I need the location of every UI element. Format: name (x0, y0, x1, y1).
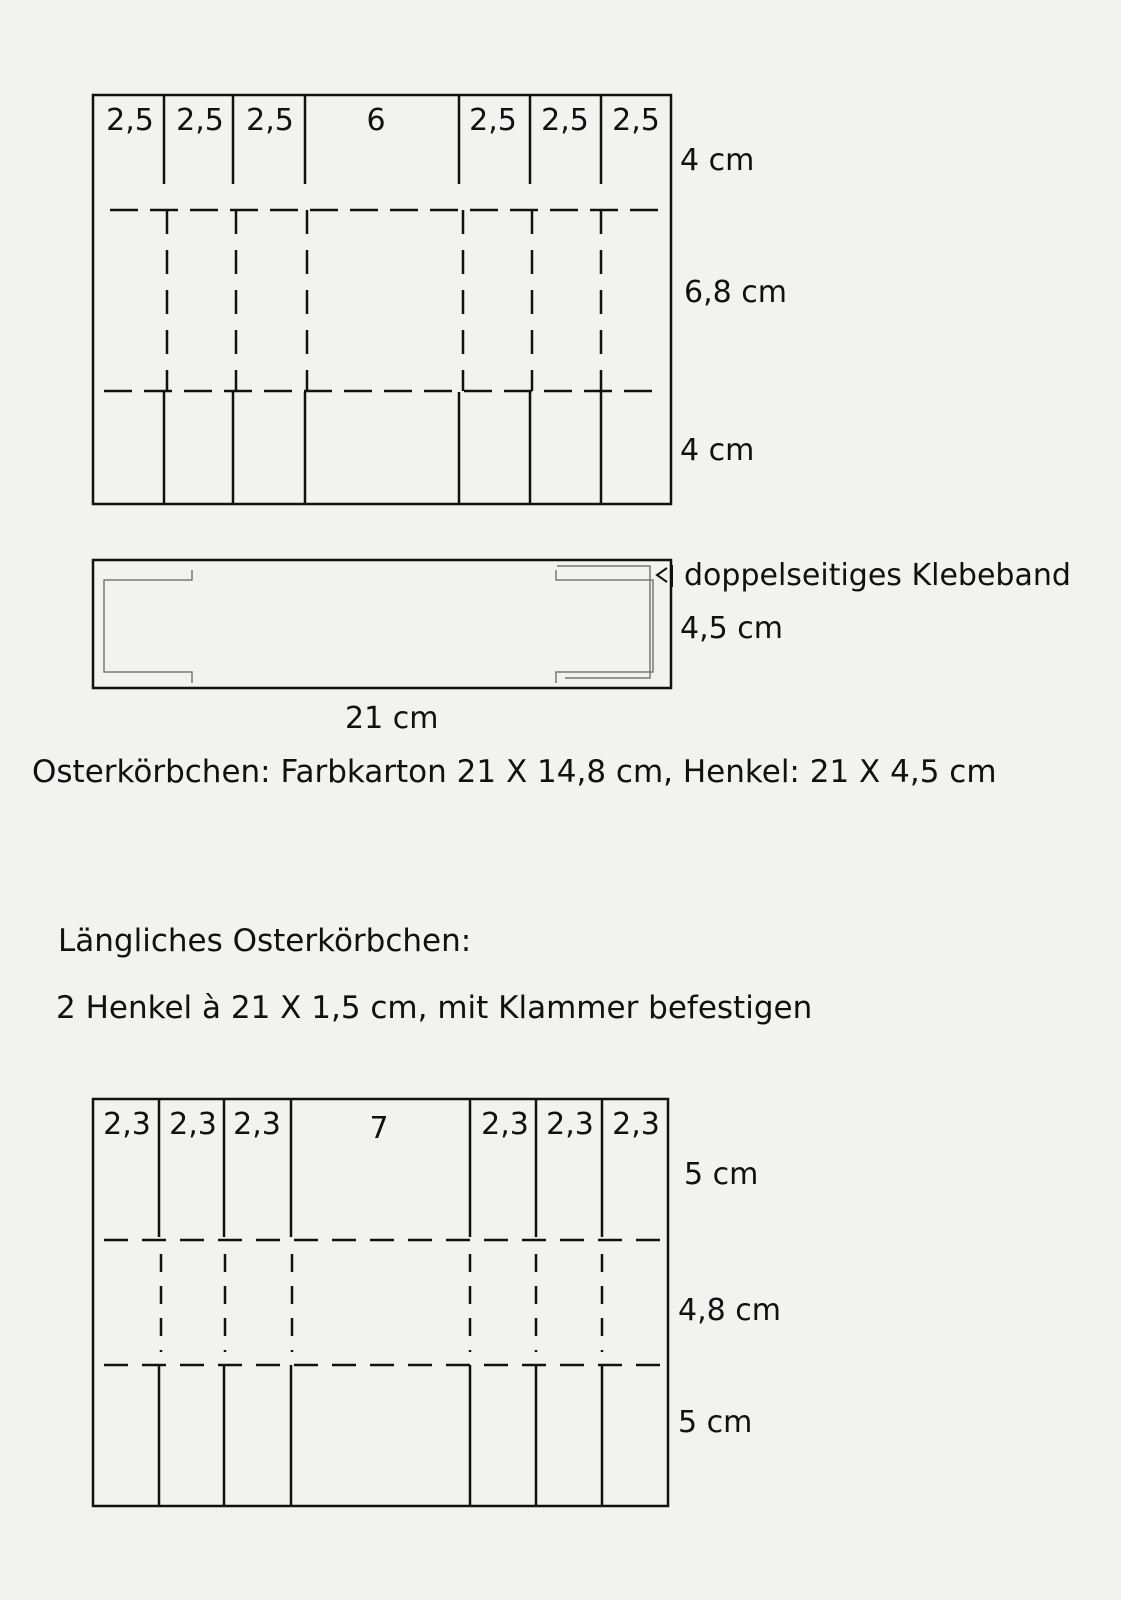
basket1-template (93, 95, 671, 504)
handle-outline (93, 560, 671, 688)
basket2-col-label: 2,3 (481, 1107, 529, 1142)
basket1-col-label: 2,5 (612, 103, 660, 138)
basket1-row-labels (680, 143, 787, 468)
basket2-col-label: 2,3 (233, 1107, 281, 1142)
basket1-row-label: 6,8 cm (684, 275, 787, 310)
basket1-col-label: 2,5 (106, 103, 154, 138)
handle-width-label: 21 cm (345, 701, 439, 736)
section2-title: Längliches Osterkörbchen: (58, 923, 472, 959)
basket2-col-label: 2,3 (103, 1107, 151, 1142)
basket2-row-label: 4,8 cm (678, 1293, 781, 1328)
basket2-row-label: 5 cm (678, 1405, 753, 1440)
basket1-col-label: 2,5 (541, 103, 589, 138)
basket2-col-label: 2,3 (169, 1107, 217, 1142)
handle-height-label: 4,5 cm (680, 611, 783, 646)
basket1-fold-lines (104, 210, 663, 391)
caption-basket1: Osterkörbchen: Farbkarton 21 X 14,8 cm, Henkel: 21 X 4,5 cm (32, 754, 997, 790)
basket1-col-label: 2,5 (246, 103, 294, 138)
basket1-col-label: 2,5 (469, 103, 517, 138)
basket1-outline (93, 95, 671, 504)
basket1-column-lines (164, 95, 601, 504)
basket2-col-label: 7 (369, 1111, 389, 1146)
handle-strip (93, 560, 672, 688)
basket2-fold-lines (104, 1240, 668, 1365)
section2-instruction: 2 Henkel à 21 X 1,5 cm, mit Klammer befestigen (56, 990, 813, 1026)
basket2-col-label: 2,3 (612, 1107, 660, 1142)
basket1-column-labels (106, 103, 660, 138)
basket2-row-label: 5 cm (684, 1157, 759, 1192)
basket1-col-label: 2,5 (176, 103, 224, 138)
basket2-template (93, 1099, 668, 1506)
basket2-row-labels (678, 1157, 781, 1440)
basket2-outline (93, 1099, 668, 1506)
tape-marks (104, 566, 653, 683)
basket1-row-label: 4 cm (680, 433, 755, 468)
basket2-col-label: 2,3 (546, 1107, 594, 1142)
basket1-col-label: 6 (366, 103, 386, 138)
basket1-row-label: 4 cm (680, 143, 755, 178)
tape-arrow (657, 568, 667, 582)
tape-label: doppelseitiges Klebeband (684, 558, 1071, 593)
basket2-column-labels (103, 1107, 660, 1146)
